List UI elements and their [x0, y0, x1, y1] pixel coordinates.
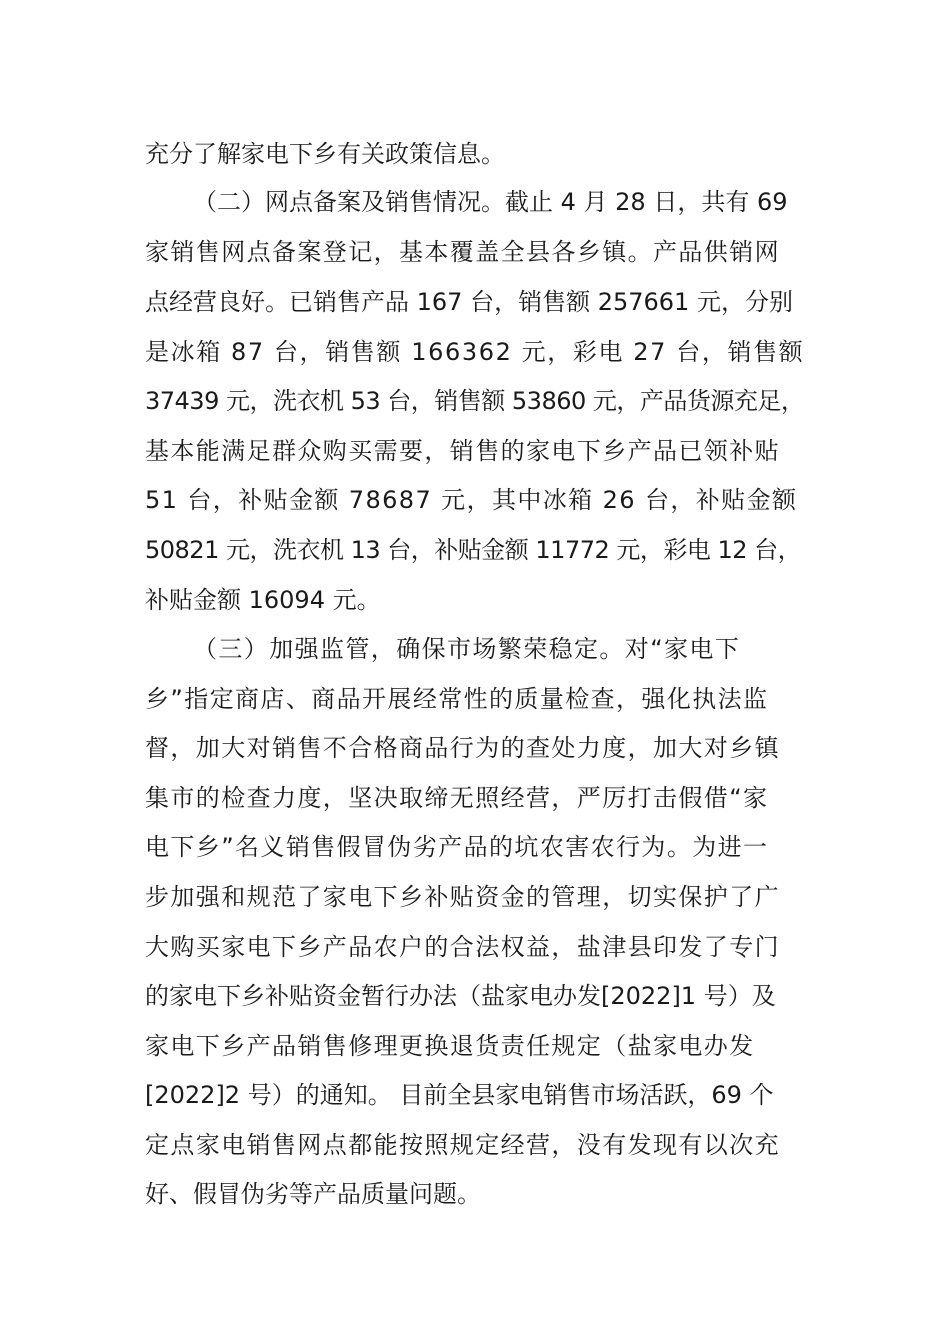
text-line: 大购买家电下乡产品农户的合法权益，盐津县印发了专门	[145, 933, 780, 961]
text-line: 电下乡”名义销售假冒伪劣产品的坑农害农行为。为进一	[145, 833, 769, 861]
text-line: 家销售网点备案登记，基本覆盖全县各乡镇。产品供销网	[145, 238, 780, 266]
text-line: 51 台，补贴金额 78687 元，其中冰箱 26 台，补贴金额	[145, 486, 798, 514]
text-line: [2022]2 号）的通知。 目前全县家电销售市场活跃，69 个	[145, 1081, 774, 1109]
text-line: 督，加大对销售不合格商品行为的查处力度，加大对乡镇	[145, 734, 780, 762]
text-line: 充分了解家电下乡有关政策信息。	[145, 140, 505, 168]
text-line: 乡”指定商店、商品开展经常性的质量检查，强化执法监	[145, 685, 769, 713]
text-line: 点经营良好。已销售产品 167 台，销售额 257661 元，分别	[145, 288, 793, 316]
text-line: 集市的检查力度，坚决取缔无照经营，严厉打击假借“家	[145, 784, 769, 812]
text-line-section-3-heading: （三）加强监管，确保市场繁荣稳定。对“家电下	[193, 635, 741, 663]
text-line: 补贴金额 16094 元。	[145, 586, 381, 614]
text-line: 50821 元，洗衣机 13 台，补贴金额 11772 元，彩电 12 台，	[145, 536, 802, 564]
text-line: 家电下乡产品销售修理更换退货责任规定（盐家电办发	[145, 1032, 755, 1060]
text-line: 好、假冒伪劣等产品质量问题。	[145, 1180, 481, 1208]
text-line: 基本能满足群众购买需要，销售的家电下乡产品已领补贴	[145, 437, 780, 465]
text-line: 是冰箱 87 台，销售额 166362 元，彩电 27 台，销售额	[145, 338, 805, 366]
text-line-section-2-heading: （二）网点备案及销售情况。截止 4 月 28 日，共有 69	[193, 188, 788, 216]
text-line: 定点家电销售网点都能按照规定经营，没有发现有以次充	[145, 1131, 780, 1159]
text-line: 步加强和规范了家电下乡补贴资金的管理，切实保护了广	[145, 883, 780, 911]
text-line: 37439 元，洗衣机 53 台，销售额 53860 元，产品货源充足，	[145, 387, 805, 415]
text-line: 的家电下乡补贴资金暂行办法（盐家电办发[2022]1 号）及	[145, 982, 776, 1010]
